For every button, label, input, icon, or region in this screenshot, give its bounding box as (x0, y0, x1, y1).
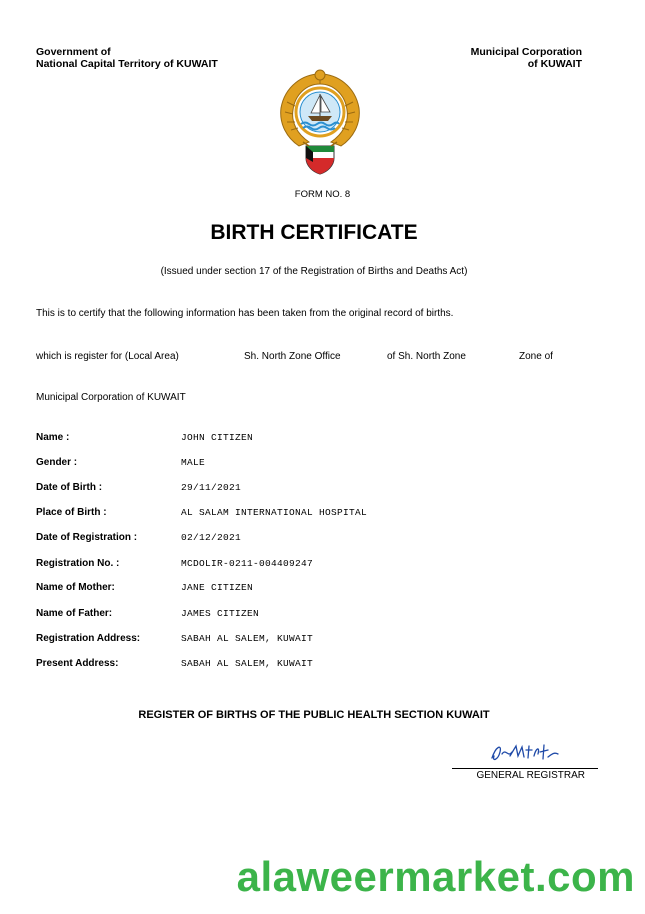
field-label: Registration Address: (36, 633, 141, 644)
certification-statement: This is to certify that the following information has been taken from the original record of births. (36, 308, 454, 319)
field-value: SABAH AL SALEM, KUWAIT (181, 633, 314, 644)
field-value: SABAH AL SALEM, KUWAIT (181, 658, 314, 669)
field-label: Date of Birth : (36, 482, 103, 493)
field-value: MCDOLIR-0211-004409247 (181, 558, 314, 569)
field-label: Place of Birth : (36, 507, 107, 518)
zone-suffix: Zone of (519, 351, 553, 362)
field-label: Registration No. : (36, 558, 120, 569)
document-title: BIRTH CERTIFICATE (210, 221, 418, 244)
field-value: JAMES CITIZEN (181, 608, 260, 619)
field-label: Name of Mother: (36, 582, 115, 593)
field-label: Name of Father: (36, 608, 113, 619)
local-area-label: which is register for (Local Area) (36, 351, 179, 362)
field-label: Name : (36, 432, 70, 443)
field-value: MALE (181, 457, 206, 468)
document-subtitle: (Issued under section 17 of the Registration of Births and Deaths Act) (160, 266, 468, 277)
field-label: Date of Registration : (36, 532, 138, 543)
field-value: JANE CITIZEN (181, 582, 254, 593)
field-value: 29/11/2021 (181, 482, 242, 493)
municipality-line: Municipal Corporation of KUWAIT (36, 392, 186, 403)
field-value: JOHN CITIZEN (181, 432, 254, 443)
government-heading-line2: National Capital Territory of KUWAIT (36, 58, 218, 70)
signatory-title: GENERAL REGISTRAR (476, 770, 585, 781)
form-number: FORM NO. 8 (294, 189, 351, 200)
government-heading (36, 46, 218, 70)
registrar-signature (488, 742, 560, 764)
field-label: Gender : (36, 457, 78, 468)
zone-office: Sh. North Zone Office (244, 351, 341, 362)
kuwait-emblem-icon (273, 66, 367, 178)
watermark-text: alaweermarket.com (236, 853, 635, 900)
field-label: Present Address: (36, 658, 119, 669)
municipal-heading-line1: Municipal Corporation (470, 46, 582, 58)
field-value: AL SALAM INTERNATIONAL HOSPITAL (181, 507, 368, 518)
field-value: 02/12/2021 (181, 532, 242, 543)
signature-line (452, 768, 598, 769)
government-heading-line1: Government of (36, 46, 111, 58)
municipal-heading (471, 46, 582, 70)
zone-name: of Sh. North Zone (387, 351, 466, 362)
register-footer: REGISTER OF BIRTHS OF THE PUBLIC HEALTH SECTION KUWAIT (138, 709, 490, 721)
municipal-heading-line2: of KUWAIT (527, 58, 582, 70)
